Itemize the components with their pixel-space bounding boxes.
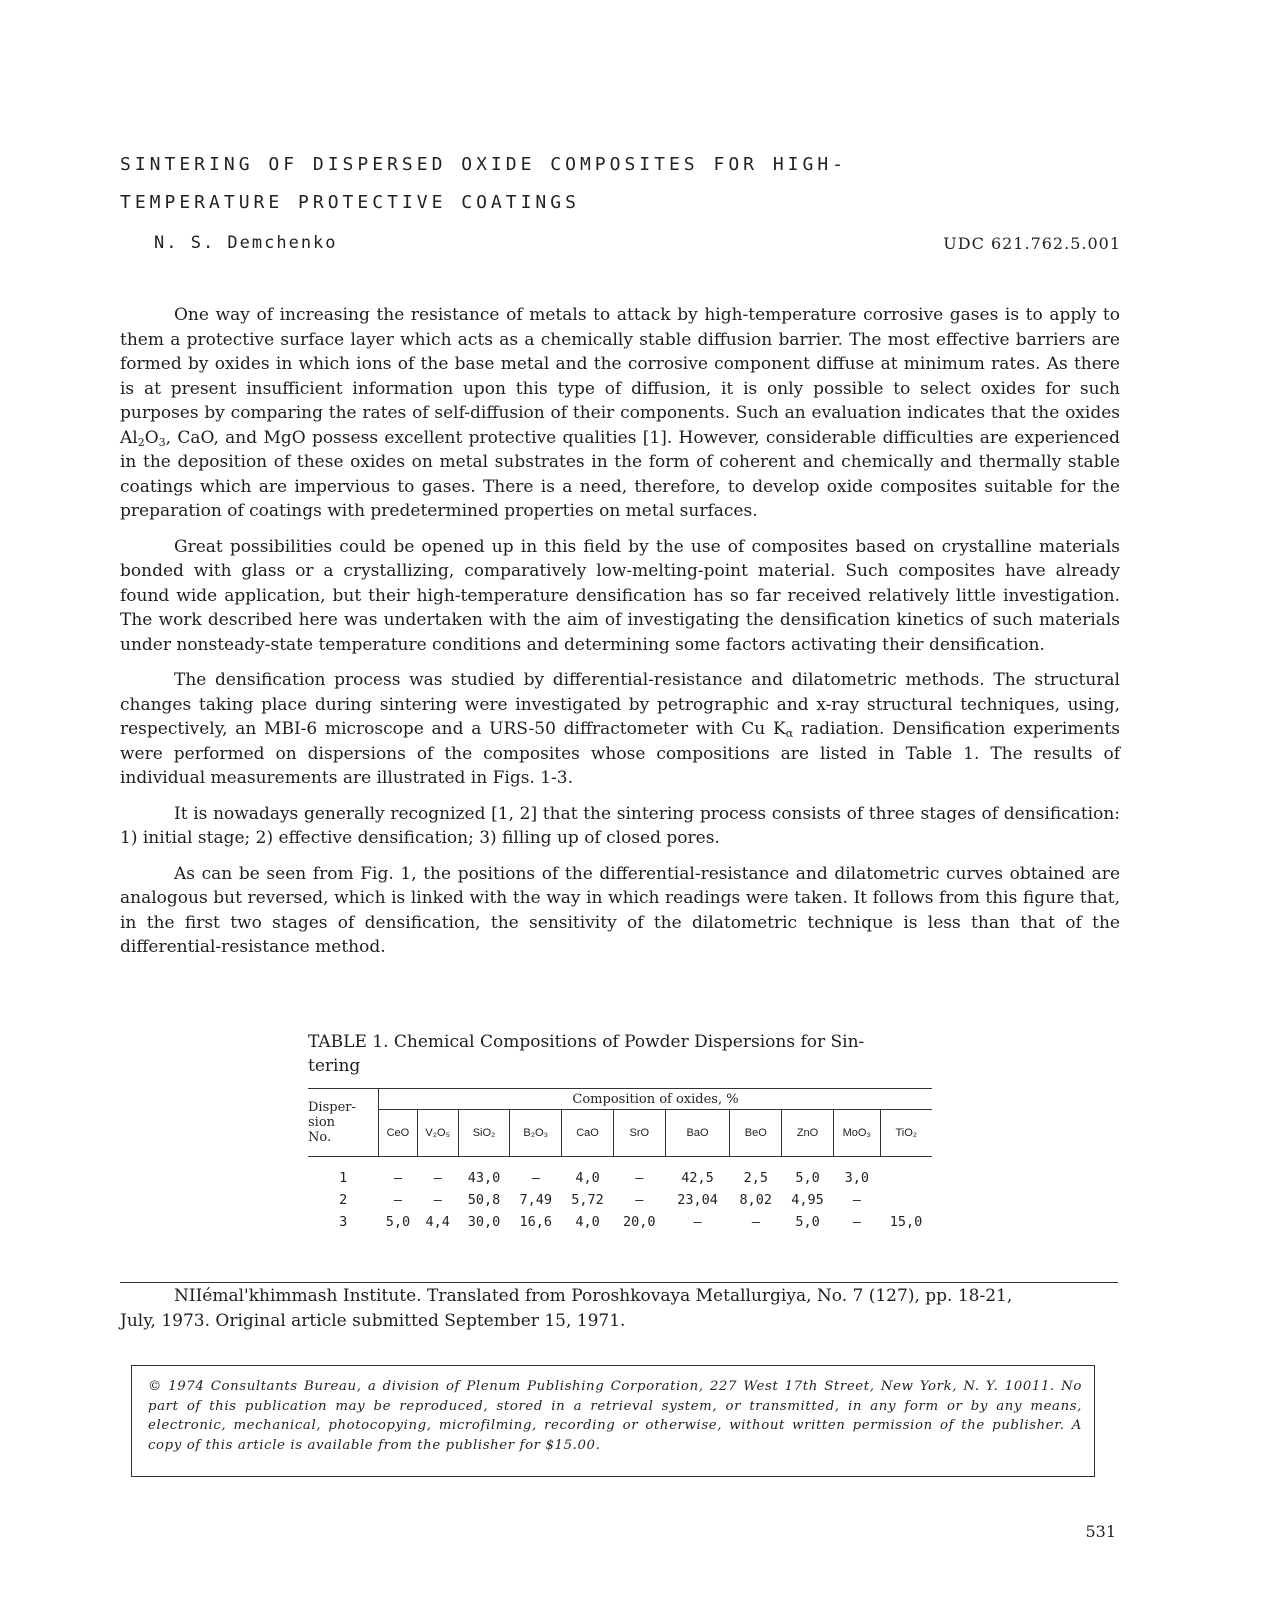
footnote — [120, 1284, 1120, 1334]
table-cell: 4,95 — [791, 1192, 824, 1208]
subscript: 3 — [158, 435, 166, 449]
header-text: No. — [308, 1130, 332, 1145]
table-cell: — — [393, 1192, 402, 1208]
column-header: BaO — [665, 1110, 730, 1157]
table-cell: — — [852, 1214, 861, 1230]
column-header: MoO₃ — [833, 1110, 880, 1157]
table-1 — [308, 1030, 932, 1233]
composition-table — [308, 1088, 932, 1233]
table-cell: 3,0 — [844, 1170, 869, 1186]
table-cell: — — [693, 1214, 702, 1230]
paragraph-1-part-a: One way of increasing the resistance of metals to attack by high-temperature corrosive gases is to apply to them a protective surface layer which acts as a chemically stable diffusion barrier. The most effective barriers are formed by oxides in which ions of the base metal and the corrosive component diffuse at minimum rates. As there is at present insufficient information upon this type of diffusion, it is only possible to select oxides for such purposes by comparing the rates of self-diffusion of their components. Such an evaluation indicates that the oxides Al — [120, 305, 1120, 448]
footnote-divider — [120, 1282, 1118, 1283]
table-cell: 43,0 — [467, 1170, 501, 1186]
table-cell: 23,04 — [677, 1192, 718, 1208]
subscript: α — [785, 727, 794, 740]
table-cell: 5,0 — [795, 1170, 820, 1186]
table-cell: 30,0 — [467, 1214, 501, 1230]
table-cell: — — [433, 1170, 442, 1186]
table-cell — [880, 1189, 932, 1211]
paragraph-3-part-a: The densification process was studied by differential-resistance and dilatometric methods. The structural changes taking place during sintering were investigated by petrographic and x-ray structural techniques, using, respectively, an MBI-6 microscope and a URS-50 diffractometer with Cu K — [120, 670, 1120, 739]
table-cell: 5,0 — [795, 1214, 820, 1230]
dispersion-number-header — [308, 1089, 379, 1157]
table-cell: 2,5 — [743, 1170, 768, 1186]
title-line-1: SINTERING OF DISPERSED OXIDE COMPOSITES FOR HIGH- — [120, 154, 848, 175]
composition-group-header: Composition of oxides, % — [379, 1089, 933, 1110]
table-cell: — — [433, 1192, 442, 1208]
table-caption — [308, 1030, 932, 1078]
table-caption-line-2: tering — [308, 1056, 361, 1076]
paragraph-5: As can be seen from Fig. 1, the positions of the differential-resistance and dilatometric curves obtained are analogous but reversed, which is linked with the way in which readings were taken. It follows from this figure that, in the first two stages of densification, the sensitivity of the dilatometric technique is less than that of the differential-resistance method. — [120, 863, 1120, 957]
copyright-notice: © 1974 Consultants Bureau, a division of Plenum Publishing Corporation, 227 West 17th Street, New York, N. Y. 10011. No part of this publication may be reproduced, stored in a retrieval system, or transmitted, in any form or by any means, electronic, mechanical, photocopying, microfilming, recording or otherwise, without written permission of the publisher. A copy of this article is available from the publisher for $15.00. — [131, 1365, 1095, 1477]
table-cell: 8,02 — [739, 1192, 773, 1208]
dispersion-number: 3 — [339, 1214, 348, 1230]
column-header: SrO — [613, 1110, 665, 1157]
table-row — [308, 1211, 932, 1233]
table-cell: 5,0 — [385, 1214, 411, 1230]
paragraph-1 — [120, 303, 1120, 524]
paragraph-3-part-b: radiation. Densification experiments were performed on dispersions of the composites whose compositions are listed in Table 1. The results of individual measurements are illustrated in Figs. 1-3. — [120, 719, 1120, 788]
table-cell: 50,8 — [467, 1192, 501, 1208]
table-caption-line-1: TABLE 1. Chemical Compositions of Powder Dispersions for Sin- — [308, 1032, 865, 1052]
table-cell: — — [393, 1170, 402, 1186]
column-header: V₂O₅ — [417, 1110, 458, 1157]
dispersion-number: 1 — [339, 1170, 348, 1186]
header-text: sion — [308, 1115, 336, 1130]
table-cell: — — [531, 1170, 540, 1186]
author-name: N. S. Demchenko — [154, 233, 338, 253]
table-cell: 4,4 — [425, 1214, 450, 1230]
column-header: B₂O₃ — [510, 1110, 562, 1157]
table-cell: 15,0 — [889, 1214, 923, 1230]
table-cell: 42,5 — [681, 1170, 714, 1186]
table-row — [308, 1157, 932, 1190]
paragraph-1-part-c: , CaO, and MgO possess excellent protective qualities [1]. However, considerable difficulties are experienced in the deposition of these oxides on metal substrates in the form of coherent and chemically and thermally stable coatings which are impervious to gases. There is a need, therefore, to develop oxide composites suitable for the preparation of coatings with predetermined properties on metal surfaces. — [120, 427, 1120, 521]
paragraph-2: Great possibilities could be opened up in this field by the use of composites based on crystalline materials bonded with glass or a crystallizing, comparatively low-melting-point material. Such composites have already found wide application, but their high-temperature densification has so far received relatively little investigation. The work described here was undertaken with the aim of investigating the densification kinetics of such materials under nonsteady-state temperature conditions and determining some factors activating their densification. — [120, 536, 1120, 655]
page-number: 531 — [1085, 1522, 1116, 1541]
table-cell: — — [852, 1192, 861, 1208]
paragraph-3 — [120, 668, 1120, 791]
column-header: TiO₂ — [880, 1110, 932, 1157]
subscript: 2 — [137, 435, 145, 449]
table-cell: 4,0 — [575, 1170, 600, 1186]
table-cell: 20,0 — [623, 1214, 656, 1230]
paragraph-4: It is nowadays generally recognized [1, 2] that the sintering process consists of three stages of densification: 1) initial stage; 2) effective densification; 3) filling up of closed pores. — [120, 803, 1120, 848]
table-cell — [880, 1157, 932, 1190]
table-cell: — — [635, 1170, 644, 1186]
table-cell: 5,72 — [571, 1192, 604, 1208]
table-cell: 7,49 — [519, 1192, 553, 1208]
table-cell: 4,0 — [575, 1214, 600, 1230]
column-header: ZnO — [782, 1110, 834, 1157]
udc-code: UDC 621.762.5.001 — [943, 234, 1121, 253]
footnote-line-1: NIIémal'khimmash Institute. Translated from Poroshkovaya Metallurgiya, No. 7 (127), pp. 18-21, — [174, 1286, 1013, 1306]
paragraph-1-part-b: O — [144, 427, 159, 448]
footnote-line-2: July, 1973. Original article submitted September 15, 1971. — [120, 1311, 626, 1331]
header-text: Disper- — [308, 1100, 356, 1115]
article-title — [120, 146, 1020, 222]
dispersion-number: 2 — [339, 1192, 348, 1208]
column-header: BeO — [730, 1110, 782, 1157]
table-cell: 16,6 — [519, 1214, 553, 1230]
title-line-2: TEMPERATURE PROTECTIVE COATINGS — [120, 192, 580, 213]
table-cell: — — [751, 1214, 760, 1230]
table-row — [308, 1189, 932, 1211]
column-header: SiO₂ — [458, 1110, 510, 1157]
column-header: CaO — [562, 1110, 614, 1157]
article-body — [120, 303, 1120, 971]
table-cell: — — [635, 1192, 644, 1208]
column-header: CeO — [379, 1110, 418, 1157]
